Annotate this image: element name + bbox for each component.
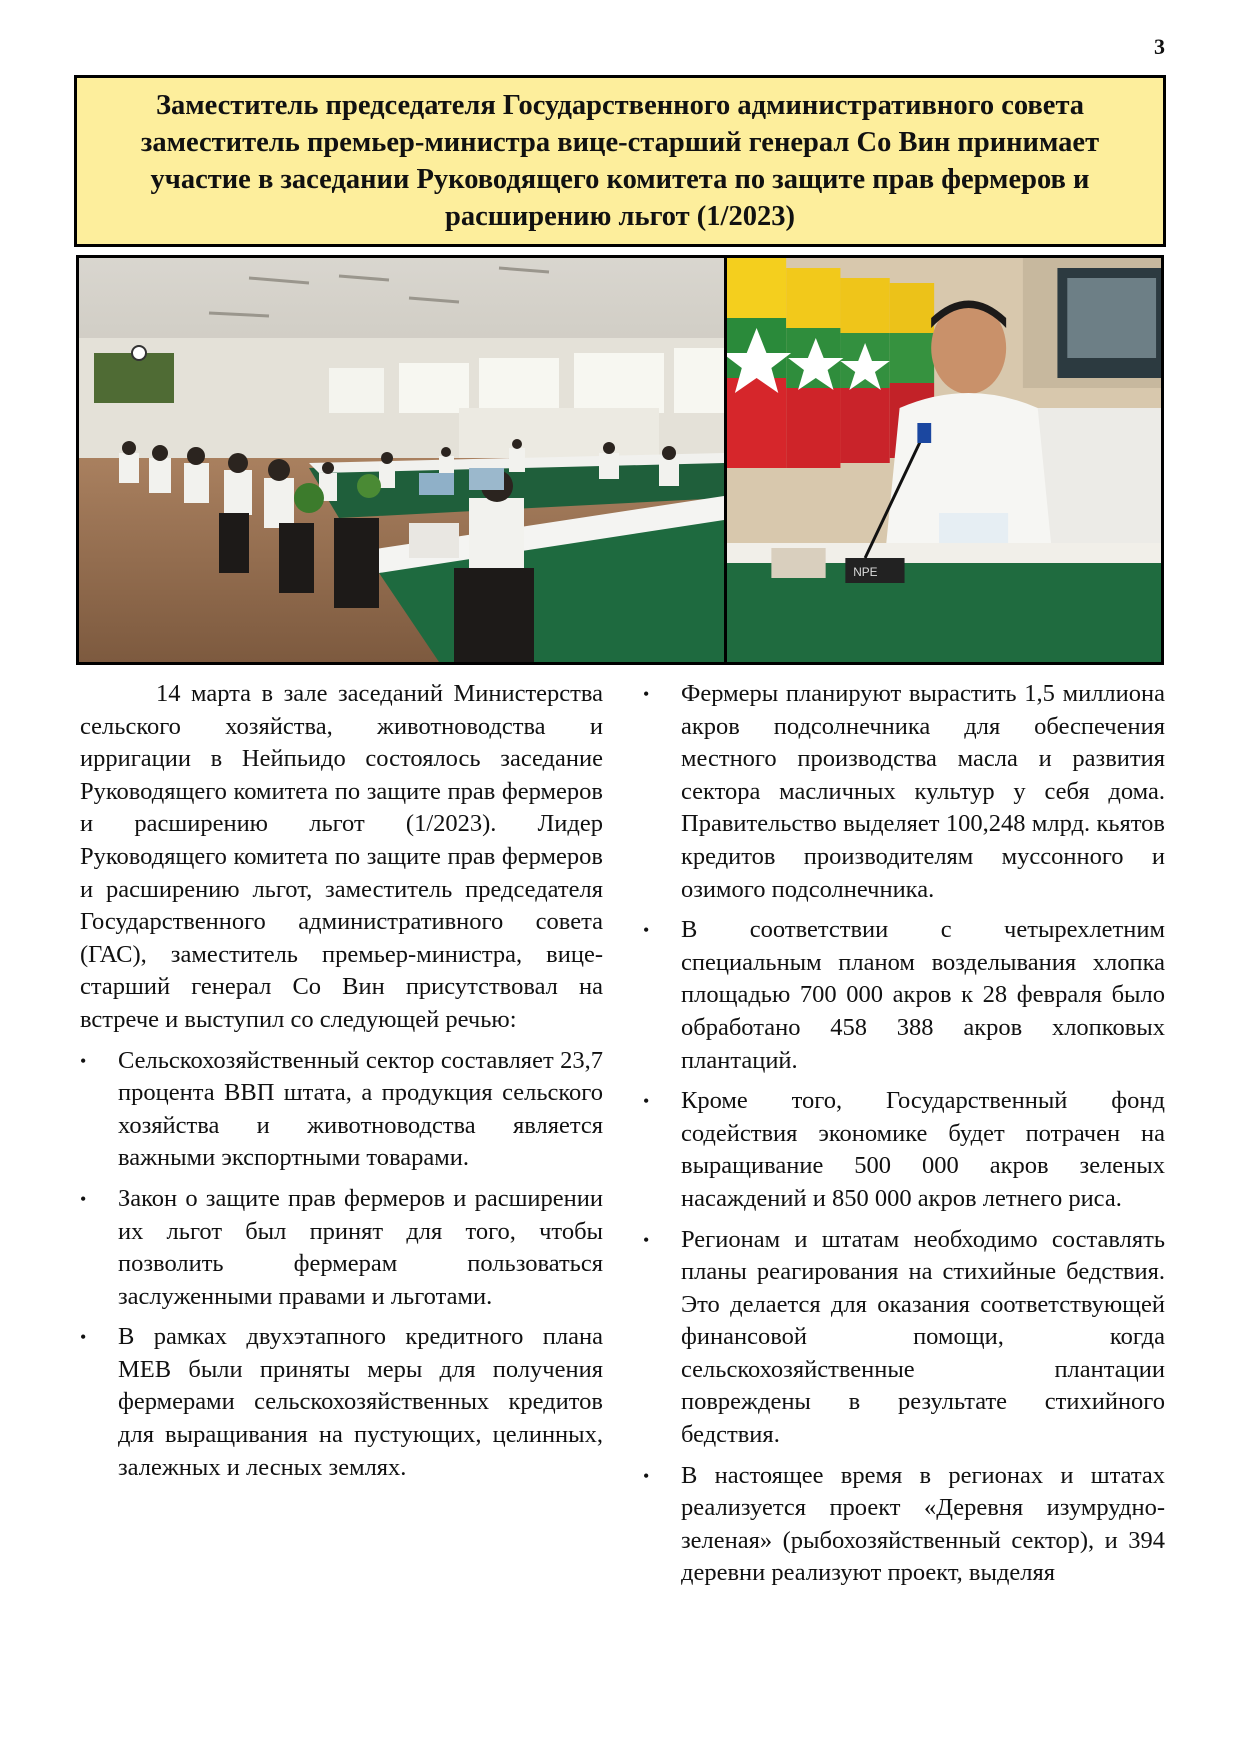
bullet-icon: • [643,1091,650,1112]
bullet-icon: • [643,1465,650,1486]
page-number: 3 [1154,34,1165,59]
list-item: • Регионам и штатам необходимо составлять планы реагирования на стихийные бедствия. Это делается для оказания соответствующей финансовой помощи, когда сельскохозяйственные плантации повреждены в результате стихийного бедствия. [643,1225,1165,1449]
bullet-icon: • [80,1188,87,1209]
list-item: • Фермеры планируют вырастить 1,5 миллиона акров подсолнечника для обеспечения местного производства масла и развития сектора масличных культур у себя дома. Правительство выделяет 100,248 млрд. кьятов кредитов производителям муссонного и озимого подсолнечника. [643,680,1165,903]
speaker-illustration [727,258,1161,662]
right-bullet-list [643,678,1165,1590]
bullet-icon: • [643,920,650,941]
list-item: • В настоящее время в регионах и штатах реализуется проект «Деревня изумрудно-зеленая» (рыбохозяйственный сектор), и 394 деревни реализуют проект, выделяя [643,1461,1165,1587]
left-bullet-list [80,1045,603,1485]
list-item: • Кроме того, Государственный фонд содействия экономике будет потрачен на выращивание 500 000 акров зеленых насаждений и 850 000 акров летнего риса. [643,1087,1165,1212]
intro-paragraph: 14 марта в зале заседаний Министерства сельского хозяйства, животноводства и ирригации в Нейпьидо состоялось заседание Руководящего комитета по защите прав фермеров и расширению льгот (1/2023). Лидер Руководящего комитета по защите прав фермеров и расширению льгот, заместитель председателя Государственного административного совета (ГАС), заместитель премьер-министра, вице-старший генерал Со Вин присутствовал на встрече и выступил со следующей речью: [80,680,603,1033]
speaker-at-podium-photo [727,258,1161,662]
list-item: • В рамках двухэтапного кредитного плана МЕВ были приняты меры для получения фермерами сельскохозяйственных кредитов для выращивания на пустующих, целинных, залежных и лесных землях. [80,1323,603,1481]
meeting-hall-photo [79,258,724,662]
mic-label: NPE [853,564,878,580]
left-column [80,678,603,1492]
bullet-icon: • [80,1327,87,1348]
article-title-box [74,75,1166,247]
article-title: Заместитель председателя Государственного административного совета заместитель премьер-министра вице-старший генерал Со Вин принимает участие в заседании Руководящего комитета по защите прав фермеров и расширению льгот (1/2023) [140,90,1100,232]
meeting-hall-illustration [79,258,724,662]
bullet-icon: • [80,1050,87,1071]
list-item: • Сельскохозяйственный сектор составляет 23,7 процента ВВП штата, а продукция сельского хозяйства и животноводства является важными экспортными товарами. [80,1046,603,1172]
list-item: • В соответствии с четырехлетним специальным планом возделывания хлопка площадью 700 000 акров к 28 февраля было обработано 458 388 акров хлопковых плантаций. [643,916,1165,1074]
photo-strip [76,255,1164,665]
list-item: • Закон о защите прав фермеров и расширении их льгот был принят для того, чтобы позволить фермерам пользоваться заслуженными правами и льготами. [80,1184,603,1310]
right-column [643,678,1165,1598]
bullet-icon: • [643,684,650,704]
bullet-icon: • [643,1229,650,1250]
